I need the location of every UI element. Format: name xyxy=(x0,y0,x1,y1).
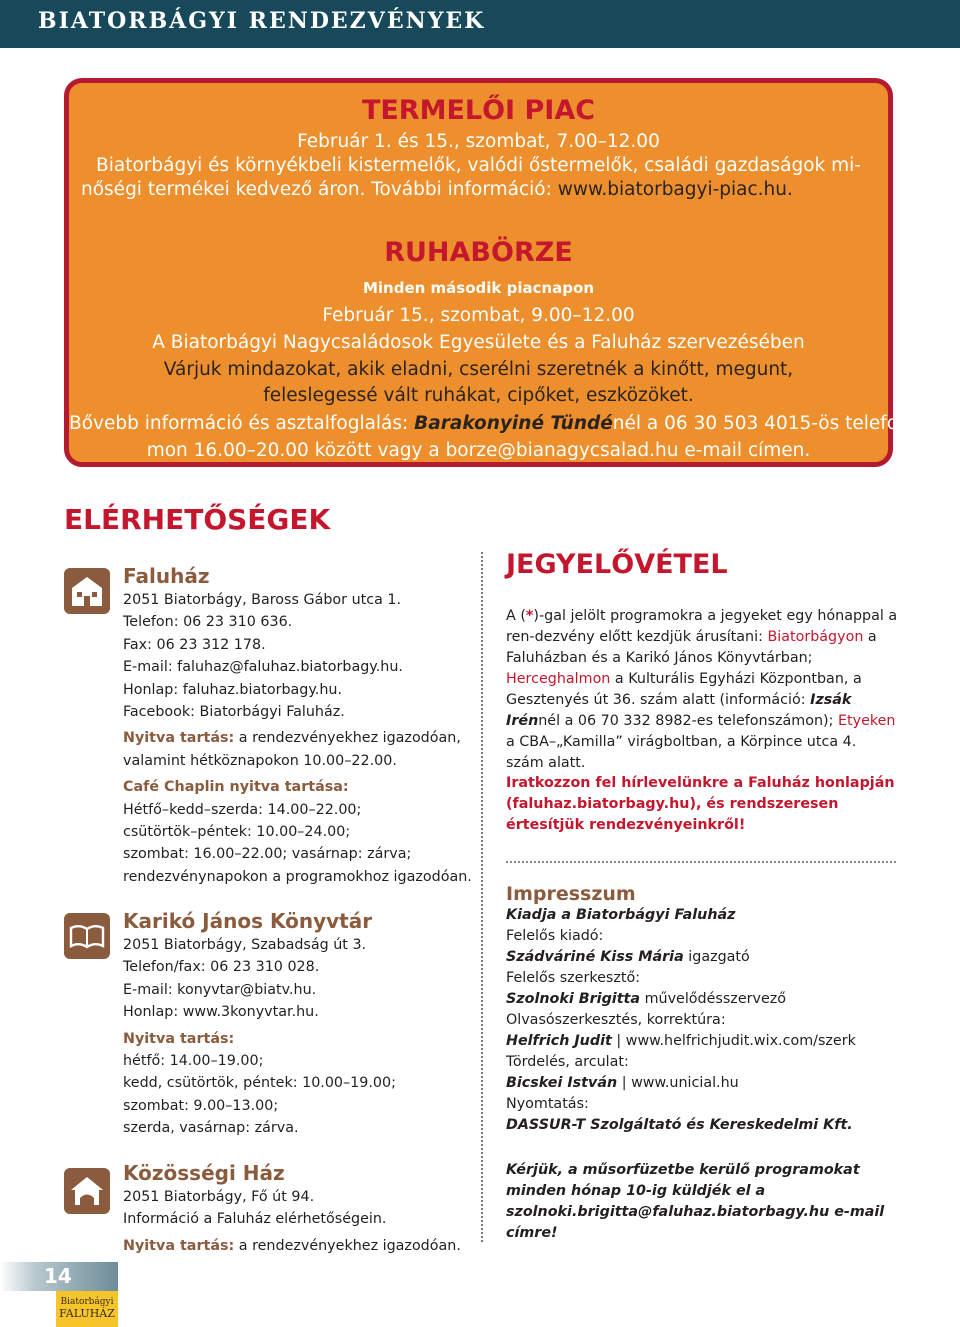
ruha-org: A Biatorbágyi Nagycsaládosok Egyesülete és a Faluház szervezésében xyxy=(152,332,805,353)
book-icon xyxy=(64,913,110,959)
termeloi-title: TERMELŐI PIAC xyxy=(361,95,596,126)
korrektura-link[interactable]: | www.helfrichjudit.wix.com/szerk xyxy=(611,1033,856,1049)
house-icon xyxy=(64,568,110,614)
ruha-title: RUHABÖRZE xyxy=(384,237,573,268)
kozossegi-address: 2051 Biatorbágy, Fő út 94. xyxy=(123,1189,315,1205)
impresszum-title: Impresszum xyxy=(506,883,636,905)
ruha-date: Február 15., szombat, 9.00–12.00 xyxy=(322,305,635,326)
faluhaz-hours-2: valamint hétköznapokon 10.00–22.00. xyxy=(123,752,397,769)
faluhaz-name: Faluház xyxy=(123,564,210,588)
konyvtar-block xyxy=(123,908,468,1140)
termeloi-link[interactable]: www.biatorbagyi-piac.hu. xyxy=(557,179,793,200)
faluhaz-phone: Telefon: 06 23 310 636. xyxy=(123,614,293,631)
nyomtatas-label: Nyomtatás: xyxy=(506,1096,589,1112)
column-divider xyxy=(481,552,483,1242)
closing-text: Kérjük, a műsorfüzetbe kerülő programokat minden hónap 10-ig küldjék el a szolnoki.brigitta@faluhaz.biatorbagy.hu e-mail címre! xyxy=(506,1162,885,1241)
page-number: 14 xyxy=(44,1264,72,1288)
konyvtar-website[interactable]: Honlap: www.3konyvtar.hu. xyxy=(123,1004,319,1021)
termeloi-text-1: Biatorbágyi és környékbeli kistermelők, valódi őstermelők, családi gazdaságok mi- xyxy=(96,155,861,176)
felelos-kiado-label: Felelős kiadó: xyxy=(506,928,604,944)
tordeles-label: Tördelés, arculat: xyxy=(506,1054,629,1070)
termeloi-text-2: nőségi termékei kedvező áron. További információ: www.biatorbagyi-piac.hu. xyxy=(81,179,793,200)
cafe-label: Café Chaplin nyitva tartása: xyxy=(123,779,349,796)
szerkeszto: Szolnoki Brigitta művelődésszervező xyxy=(506,991,786,1007)
konyvtar-hours-2: kedd, csütörtök, péntek: 10.00–19.00; xyxy=(123,1075,396,1092)
faluhaz-email[interactable]: E-mail: faluhaz@faluhaz.biatorbagy.hu. xyxy=(123,659,403,676)
tordeles-link[interactable]: | www.unicial.hu xyxy=(617,1075,739,1091)
faluhaz-hours: Nyitva tartás: a rendezvényekhez igazodóan, xyxy=(123,730,461,747)
kiadja: Kiadja a Biatorbágyi Faluház xyxy=(506,907,736,923)
newsletter-text: Iratkozzon fel hírlevelünkre a Faluház honlapján (faluhaz.biatorbagy.hu), és rendszeresen értesítjük rendezvényeinkről! xyxy=(506,775,895,833)
promo-box xyxy=(64,78,948,467)
cafe-hours-4: rendezvénynapokon a programokhoz igazodóan. xyxy=(123,868,472,885)
konyvtar-phone: Telefon/fax: 06 23 310 028. xyxy=(123,959,320,976)
konyvtar-name: Karikó János Könyvtár xyxy=(123,909,373,933)
konyvtar-hours-label: Nyitva tartás: xyxy=(123,1030,235,1047)
ruha-text-1: Várjuk mindazokat, akik eladni, cserélni szeretnék a kinőtt, megunt, xyxy=(163,359,794,380)
kozossegi-name: Közösségi Ház xyxy=(123,1161,285,1185)
nyomtatas: DASSUR-T Szolgáltató és Kereskedelmi Kft. xyxy=(506,1117,853,1133)
header-title: BIATORBÁGYI RENDEZVÉNYEK xyxy=(38,8,486,34)
faluhaz-facebook[interactable]: Facebook: Biatorbágyi Faluház. xyxy=(123,704,345,721)
konyvtar-hours-3: szombat: 9.00–13.00; xyxy=(123,1097,279,1114)
right-separator xyxy=(506,861,896,863)
info-line-1: Bővebb információ és asztalfoglalás: Barakonyiné Tündénél a 06 30 503 4015-ös telefonszá- xyxy=(69,413,948,434)
section-title: ELÉRHETŐSÉGEK xyxy=(64,503,331,536)
ruha-subtitle: Minden második piacnapon xyxy=(362,279,595,297)
page-header xyxy=(0,0,960,48)
ruha-text-2: feleslegessé vált ruhákat, cipőket, eszközöket. xyxy=(263,385,694,406)
faluhaz-block xyxy=(123,563,472,888)
konyvtar-address: 2051 Biatorbágy, Szabadság út 3. xyxy=(123,937,367,953)
faluhaz-logo xyxy=(56,1291,118,1327)
kozossegi-hours: Nyitva tartás: a rendezvényekhez igazodóan. xyxy=(123,1237,461,1254)
faluhaz-address: 2051 Biatorbágy, Baross Gábor utca 1. xyxy=(123,592,402,608)
konyvtar-hours-1: hétfő: 14.00–19.00; xyxy=(123,1053,264,1070)
jegy-text: A (*)-gal jelölt programokra a jegyeket egy hónappal a ren-dezvény előtt kezdjük árusítani: Biatorbágyon a Faluházban és a Karikó János Könyvtárban; Herceghalmon a Kulturális Egyházi Központban, a Gesztenyés út 36. szám alatt (információ: Izsák Irénnél a 06 70 332 8982-es telefonszámon); Etyeken a CBA–„Kamilla” virágboltban, a Körpince utca 4. szám alatt. xyxy=(506,608,898,771)
cafe-hours-2: csütörtök–péntek: 10.00–24.00; xyxy=(123,824,351,841)
termeloi-date: Február 1. és 15., szombat, 7.00–12.00 xyxy=(297,131,660,152)
felelos-kiado: Szádváriné Kiss Mária igazgató xyxy=(506,949,750,965)
korrektura: Helfrich Judit | www.helfrichjudit.wix.com/szerk xyxy=(506,1033,856,1049)
konyvtar-hours-4: szerda, vasárnap: zárva. xyxy=(123,1120,299,1137)
community-house-icon xyxy=(64,1168,110,1214)
impresszum-block xyxy=(506,884,898,1136)
logo-text: Biatorbágyi FALUHÁZ xyxy=(59,1297,115,1320)
faluhaz-fax: Fax: 06 23 312 178. xyxy=(123,636,266,653)
tordeles: Bicskei István | www.unicial.hu xyxy=(506,1075,739,1091)
info-line-2: mon 16.00–20.00 között vagy a borze@bianagycsalad.hu e-mail címen. xyxy=(146,440,811,461)
konyvtar-email[interactable]: E-mail: konyvtar@biatv.hu. xyxy=(123,981,317,998)
jegy-title: JEGYELŐVÉTEL xyxy=(506,549,728,580)
cafe-hours-1: Hétfő–kedd–szerda: 14.00–22.00; xyxy=(123,801,362,818)
faluhaz-website[interactable]: Honlap: faluhaz.biatorbagy.hu. xyxy=(123,681,343,698)
szerkeszto-label: Felelős szerkesztő: xyxy=(506,970,641,986)
kozossegi-block xyxy=(123,1160,468,1257)
cafe-hours-3: szombat: 16.00–22.00; vasárnap: zárva; xyxy=(123,846,412,863)
korrektura-label: Olvasószerkesztés, korrektúra: xyxy=(506,1012,726,1028)
kozossegi-info: Információ a Faluház elérhetőségein. xyxy=(123,1211,387,1228)
